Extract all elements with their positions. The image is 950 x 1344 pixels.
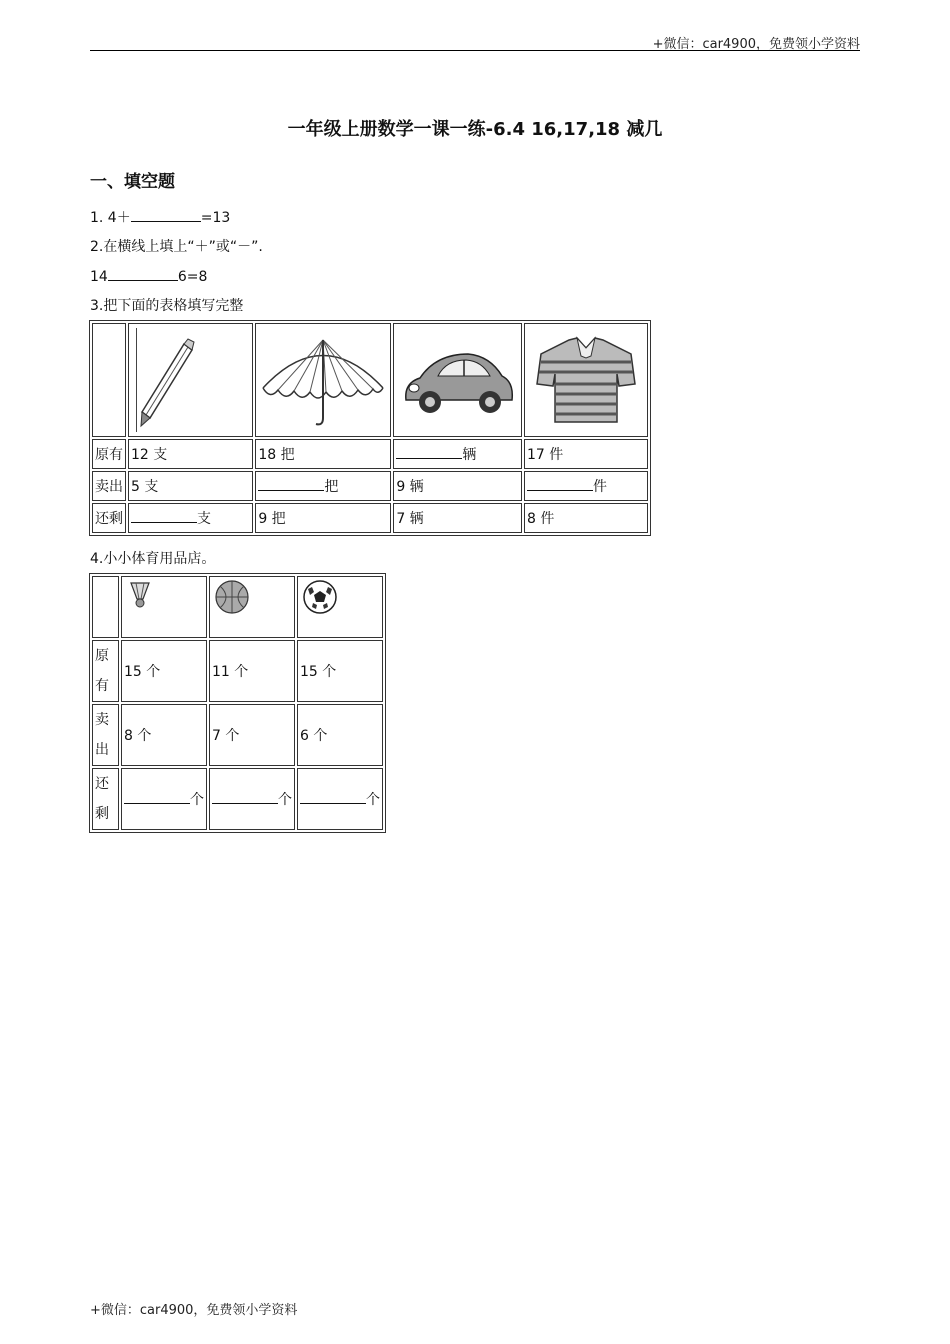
cell-value: 7 个 <box>212 728 240 744</box>
answer-blank[interactable] <box>108 266 178 281</box>
table-cell <box>121 768 207 830</box>
table-icon-cell <box>121 576 207 638</box>
question-4-table <box>89 573 386 833</box>
table-cell <box>121 640 207 702</box>
table-icon-row <box>92 323 648 437</box>
cell-value: 17 件 <box>526 447 564 463</box>
table-cell <box>121 704 207 766</box>
section-heading: 一、填空题 <box>90 172 175 192</box>
answer-blank[interactable] <box>258 476 324 491</box>
table-icon-cell <box>393 323 522 437</box>
cell-value: 15 个 <box>300 664 337 680</box>
table-cell <box>209 704 295 766</box>
cell-value: 5 支 <box>131 479 159 495</box>
cell-unit: 个 <box>278 792 292 808</box>
cell-value: 9 把 <box>258 511 286 527</box>
footer-note: +微信：car4900，免费领小学资料 <box>90 1303 298 1318</box>
table-corner-cell <box>92 576 119 638</box>
row-label: 原 有 <box>92 640 119 702</box>
table-cell <box>393 503 522 533</box>
header-rule <box>90 50 860 51</box>
row-label: 原有 <box>92 439 126 469</box>
table-cell <box>255 439 391 469</box>
table-cell <box>209 640 295 702</box>
question-1-prefix: 1. 4＋ <box>90 210 131 226</box>
row-label: 卖 出 <box>92 704 119 766</box>
cell-unit: 个 <box>366 792 380 808</box>
row-label: 卖出 <box>92 471 126 501</box>
table-row <box>92 439 648 469</box>
cell-value: 8 件 <box>526 511 555 527</box>
table-icon-cell <box>209 576 295 638</box>
cell-value: 11 个 <box>212 664 249 680</box>
umbrella-icon <box>258 328 388 432</box>
cell-unit: 个 <box>190 792 204 808</box>
answer-blank[interactable] <box>300 789 366 804</box>
shirt-icon <box>533 334 639 426</box>
cell-unit: 辆 <box>462 447 477 463</box>
question-2-prefix: 14 <box>90 269 108 285</box>
table-icon-cell <box>255 323 391 437</box>
answer-blank[interactable] <box>396 444 462 459</box>
cell-value: 9 辆 <box>396 479 424 495</box>
cell-unit: 支 <box>197 511 211 527</box>
table-cell <box>128 439 253 469</box>
table-cell <box>297 640 383 702</box>
soccer-ball-icon <box>302 579 338 615</box>
answer-blank[interactable] <box>124 789 190 804</box>
page-title: 一年级上册数学一课一练-6.4 16,17,18 减几 <box>287 119 663 140</box>
table-row <box>92 471 648 501</box>
car-icon <box>398 328 518 432</box>
cell-value: 6 个 <box>300 728 328 744</box>
table-cell <box>128 471 253 501</box>
question-1 <box>90 207 230 227</box>
table-icon-cell <box>128 323 253 437</box>
question-3-text: 3.把下面的表格填写完整 <box>90 298 244 314</box>
shuttlecock-icon <box>128 581 152 609</box>
cell-unit: 把 <box>324 479 339 495</box>
answer-blank[interactable] <box>131 207 201 222</box>
table-cell <box>524 503 648 533</box>
question-2-suffix: 6=8 <box>177 269 208 285</box>
table-cell <box>393 439 522 469</box>
cell-value: 12 支 <box>131 447 168 463</box>
table-icon-row <box>92 576 383 638</box>
pencil-icon <box>136 328 246 432</box>
question-3-table <box>89 320 651 536</box>
cell-value: 18 把 <box>258 447 295 463</box>
row-label: 还 剩 <box>92 768 119 830</box>
answer-blank[interactable] <box>212 789 278 804</box>
question-2-text: 2.在横线上填上“＋”或“－”. <box>90 239 263 255</box>
table-cell <box>524 471 648 501</box>
table-cell <box>128 503 253 533</box>
table-cell <box>209 768 295 830</box>
header-note: +微信：car4900，免费领小学资料 <box>652 37 860 52</box>
table-cell <box>297 704 383 766</box>
cell-value: 8 个 <box>124 728 152 744</box>
row-label: 还剩 <box>92 503 126 533</box>
basketball-icon <box>214 579 250 615</box>
question-2-equation <box>90 266 207 285</box>
table-cell <box>393 471 522 501</box>
table-icon-cell <box>524 323 648 437</box>
question-4-text: 4.小小体育用品店。 <box>90 551 216 567</box>
table-row <box>92 503 648 533</box>
table-cell <box>255 503 391 533</box>
answer-blank[interactable] <box>527 476 593 491</box>
cell-unit: 件 <box>592 479 607 495</box>
cell-value: 15 个 <box>124 664 161 680</box>
table-corner-cell <box>92 323 126 437</box>
table-row <box>92 704 383 766</box>
answer-blank[interactable] <box>131 508 197 523</box>
table-icon-cell <box>297 576 383 638</box>
question-1-suffix: =13 <box>200 210 231 226</box>
cell-value: 7 辆 <box>396 511 424 527</box>
table-cell <box>524 439 648 469</box>
table-cell <box>255 471 391 501</box>
table-row <box>92 768 383 830</box>
table-cell <box>297 768 383 830</box>
table-row <box>92 640 383 702</box>
